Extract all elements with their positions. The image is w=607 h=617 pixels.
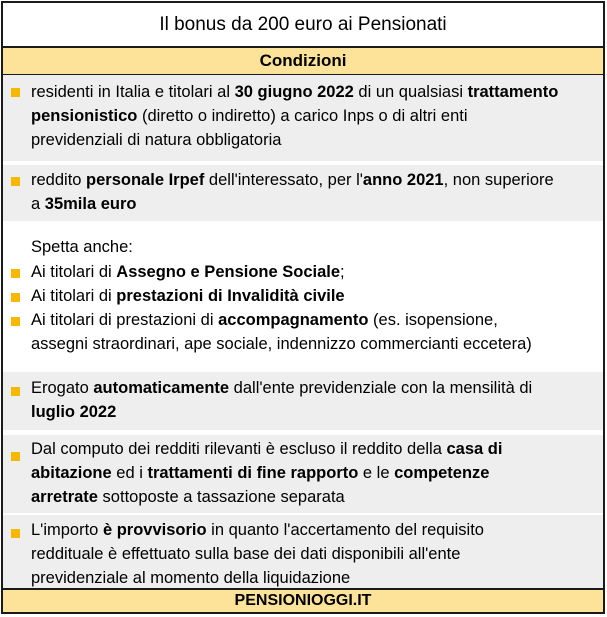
bullet-icon [11,317,20,326]
text-line: luglio 2022 [31,403,117,421]
bullet-icon [11,529,20,538]
text-line: assegni straordinari, ape sociale, indennizzo commercianti eccetera) [31,335,532,353]
text-line: previdenziali di natura obbligatoria [31,131,282,149]
text-line: Spetta anche: [31,238,133,256]
text-line: residenti in Italia e titolari al 30 giugno 2022 di un qualsiasi trattamento [31,83,559,101]
bullet-icon [11,387,20,396]
text-line: L'importo è provvisorio in quanto l'accertamento del requisito [31,521,484,539]
text-line: arretrate sottoposte a tassazione separata [31,488,345,506]
bullet-icon [11,452,20,461]
text-line: reddito personale Irpef dell'interessato, per l'anno 2021, non superiore [31,171,554,189]
infographic-card [1,1,605,614]
text-line: a 35mila euro [31,195,137,213]
page-title: Il bonus da 200 euro ai Pensionati [3,3,603,48]
text-line: Ai titolari di prestazioni di accompagnamento (es. isopensione, [31,311,498,329]
text-line: Ai titolari di Assegno e Pensione Sociale; [31,263,345,281]
bullet-icon [11,177,20,186]
bullet-icon [11,293,20,302]
condition-row-also-entitled [3,225,603,365]
text-line: pensionistico (diretto o indiretto) a carico Inps o di altri enti [31,107,468,125]
bullet-icon [11,88,20,97]
condition-row-residence [3,75,603,161]
bullet-icon [11,269,20,278]
text-line: Dal computo dei redditi rilevanti è escluso il reddito della casa di [31,440,503,458]
condition-row-provisional [3,515,603,589]
text-line: Erogato automaticamente dall'ente previdenziale con la mensilità di [31,379,533,397]
text-line: abitazione ed i trattamenti di fine rapporto e le competenze [31,464,490,482]
section-header: Condizioni [3,48,603,75]
condition-row-exclusions [3,435,603,513]
text-line: Ai titolari di prestazioni di Invalidità civile [31,287,345,305]
condition-row-payment [3,372,603,430]
text-line: reddituale è effettuato sulla base dei dati disponibili all'ente [31,545,461,563]
footer-brand: PENSIONIOGGI.IT [3,588,603,612]
condition-row-income [3,165,603,221]
text-line: previdenziale al momento della liquidazione [31,569,351,587]
